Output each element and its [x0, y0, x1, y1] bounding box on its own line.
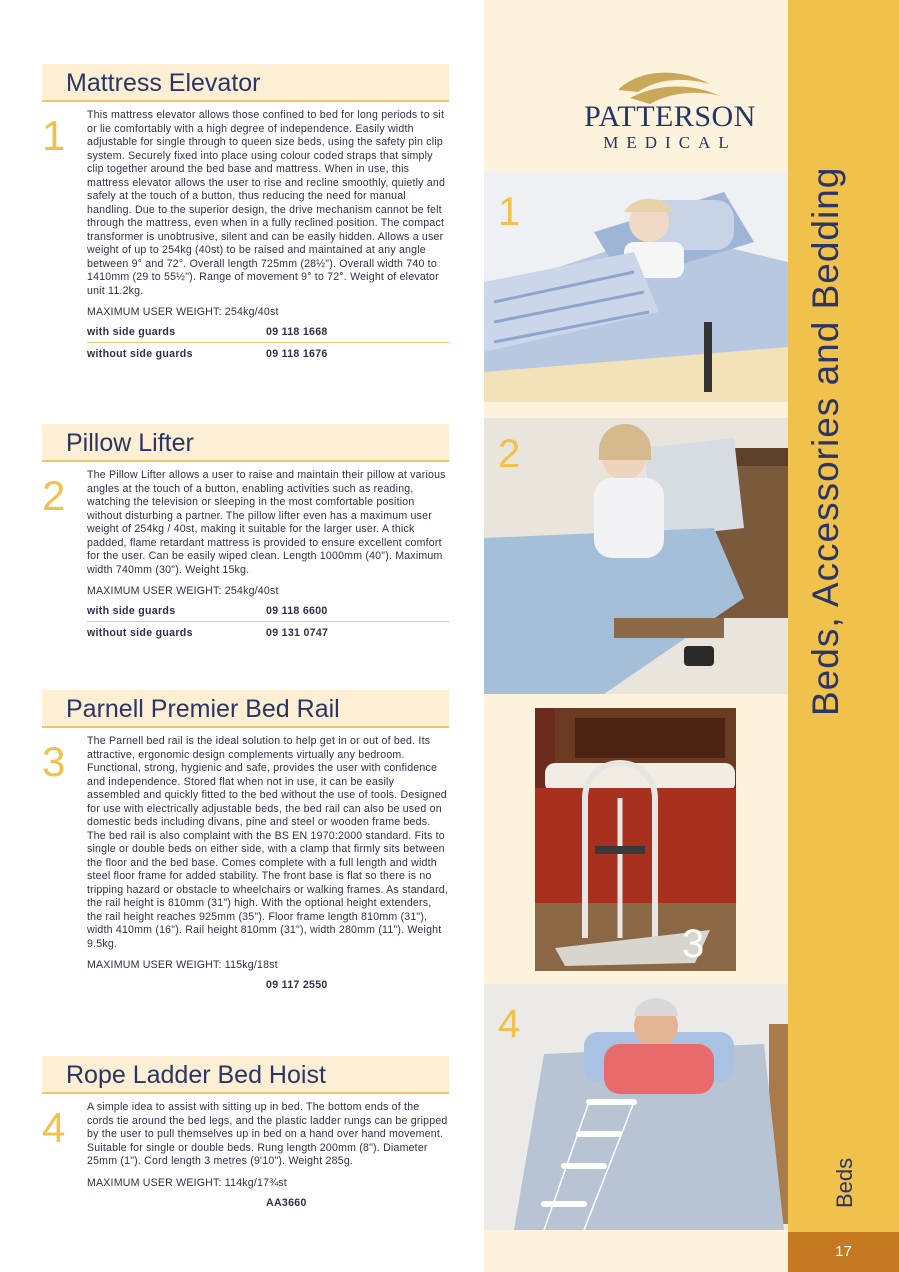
photo-number: 1	[498, 190, 521, 234]
product-number: 1	[42, 112, 66, 159]
section-label: Beds	[832, 1157, 857, 1208]
product-number: 4	[42, 1104, 66, 1151]
code-label: without side guards	[87, 627, 193, 639]
max-user-weight: MAXIMUM USER WEIGHT: 114kg/17¾st	[87, 1176, 287, 1189]
code-row	[87, 623, 449, 643]
max-user-weight: MAXIMUM USER WEIGHT: 254kg/40st	[87, 306, 279, 318]
brand-name: PATTERSON	[584, 100, 756, 133]
product-number: 2	[42, 472, 66, 519]
max-user-weight: MAXIMUM USER WEIGHT: 254kg/40st	[87, 585, 279, 597]
product-description: The Parnell bed rail is the ideal solution to help get in or out of bed. Its attractive, ergonomic design complements virtually any bedroom. Functional, strong, hygienic and safe, provides the user with confidence and independence. Stored flat when not in use, it can be easily assembled and quickly fitted to the bed without the use of tools. Designed for use with electrically adjustable beds, the bed rail can also be used on domestic beds including divans, pine and steel or wooden frame beds. The bed rail is also complaint with the BS EN 1970:2000 standard. Fits to single or double beds on either side, with a clamp that firmly sits between the floor and the bed base. Comes complete with a full length and width steel floor frame for added stability. The front base is flat so there is no tripping hazard or obstacle to wheelchairs or walking frames. As standard, the rail height is 810mm (31") high. With the optional height extenders, the rail height reaches 925mm (35"). Floor frame length 810mm (31"), width 410mm (16"). Rail height 810mm (31"), width 280mm (11"). Weight 9.5kg.	[87, 735, 449, 950]
product-title: Rope Ladder Bed Hoist	[42, 1056, 449, 1094]
product-title: Pillow Lifter	[42, 424, 449, 462]
photo-number: 4	[498, 1002, 521, 1046]
product-rope-ladder	[42, 1056, 449, 1213]
photo-bed-rail	[535, 708, 736, 971]
product-number: 3	[42, 738, 66, 785]
product-code: 09 118 1676	[266, 348, 328, 360]
product-code: 09 131 0747	[266, 627, 329, 639]
chapter-title: Beds, Accessories and Bedding	[805, 166, 846, 716]
product-parnell-bed-rail	[42, 690, 449, 995]
photo-rope-ladder	[484, 984, 788, 1230]
product-code: 09 118 1668	[266, 326, 328, 338]
code-row	[87, 975, 449, 995]
photo-number: 3	[682, 922, 705, 966]
page-number: 17	[835, 1243, 852, 1260]
product-title: Parnell Premier Bed Rail	[42, 690, 449, 728]
product-code: 09 117 2550	[266, 979, 328, 991]
photo-mattress-elevator	[484, 172, 788, 402]
brand-sub: MEDICAL	[603, 133, 737, 152]
max-user-weight: MAXIMUM USER WEIGHT: 115kg/18st	[87, 959, 278, 971]
code-row	[87, 322, 449, 343]
product-title: Mattress Elevator	[42, 64, 449, 102]
product-pillow-lifter	[42, 424, 449, 643]
bed-photo-icon	[484, 172, 788, 402]
code-row	[87, 1193, 449, 1213]
photo-pillow-lifter	[484, 418, 788, 694]
product-mattress-elevator	[42, 64, 449, 364]
product-code: AA3660	[266, 1196, 307, 1209]
product-description: This mattress elevator allows those confined to bed for long periods to sit or lie comfortably with a high degree of independence. Easily width adjustable for single through to queen size beds, using the safety pin clip system. Securely fixed into place using colour coded straps that simply clip together around the bed base and mattress. When in use, this mattress elevator allows the user to rise and recline smoothly, quietly and safely at the touch of a button, thus reducing the need for manual handling. Due to the superior design, the drive mechanism cannot be felt through the mattress, even when in a fully reclined position. The compact transformer is unobtrusive, silent and can be easily hidden. Allows a user weight of up to 254kg (40st) to be raised and maintained at any angle between 9° and 72°. Overall length 725mm (28½"). Overall width 740 to 1410mm (29 to 55½"). Range of movement 9° to 72°. Weight of elevator unit 11.2kg.	[87, 109, 446, 297]
code-label: without side guards	[87, 348, 193, 360]
product-description: The Pillow Lifter allows a user to raise and maintain their pillow at various angles at the touch of a button, enabling activities such as reading, watching the television or sleeping in the most comfortable position without disturbing a partner. The pillow lifter even has a maximum user weight of 254kg / 40st, making it suitable for the larger user. A thick padded, flame retardant mattress is provided to ensure excellent comfort for the user. Can be easily wiped clean. Length 1000mm (40"). Maximum width 740mm (30"). Weight 15kg.	[87, 469, 446, 576]
bed-rail-photo-icon	[535, 708, 736, 971]
code-label: with side guards	[87, 605, 176, 617]
bed-photo-icon	[484, 418, 788, 694]
product-code: 09 118 6600	[266, 605, 328, 617]
bed-photo-icon	[484, 984, 788, 1230]
photo-number: 2	[498, 432, 521, 476]
code-row	[87, 601, 449, 622]
code-label: with side guards	[87, 326, 176, 338]
code-row	[87, 344, 449, 364]
product-description: A simple idea to assist with sitting up in bed. The bottom ends of the cords tie around the bed legs, and the plastic ladder rungs can be gripped by the user to pull themselves up in bed on a hand over hand movement. Suitable for single or double beds. Rung length 200mm (8"). Diameter 25mm (1"). Cord length 3 metres (9'10"). Weight 285g.	[87, 1101, 448, 1167]
